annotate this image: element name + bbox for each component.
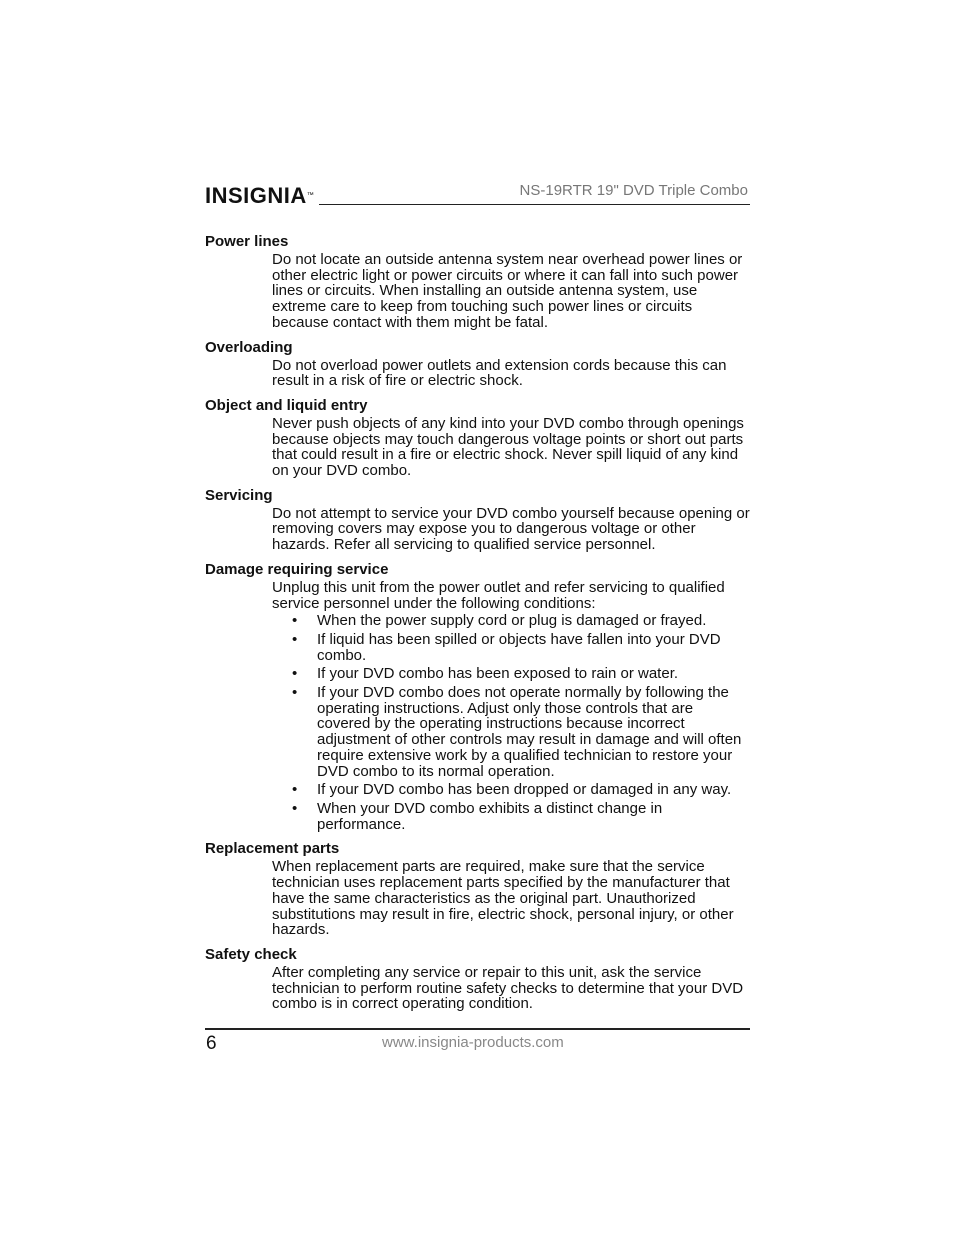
list-item xyxy=(272,685,750,779)
section-heading: Safety check xyxy=(205,945,297,963)
list-item-text: When your DVD combo exhibits a distinct change in performance. xyxy=(317,799,663,833)
list-item xyxy=(272,613,750,629)
bullet-icon: • xyxy=(292,799,298,817)
section-body: Do not overload power outlets and extension cords because this can result in a risk of fire or electric shock. xyxy=(272,356,727,390)
section-heading: Overloading xyxy=(205,338,293,356)
section-body: Do not attempt to service your DVD combo yourself because opening or removing covers may expose you to dangerous voltage or other hazards. Refer all servicing to qualified service personnel. xyxy=(272,504,750,554)
bullet-icon: • xyxy=(292,781,298,799)
section-heading: Object and liquid entry xyxy=(205,396,368,414)
bullet-icon: • xyxy=(292,630,298,648)
list-item-text: If your DVD combo has been dropped or damaged in any way. xyxy=(317,781,732,799)
header-rule xyxy=(319,204,750,205)
section-object-liquid-entry xyxy=(205,396,750,479)
footer-rule xyxy=(205,1028,750,1030)
section-body: When replacement parts are required, make sure that the service technician uses replacement parts specified by the manufacturer that have the same characteristics as the original part. Unauthorized substitutions may result in fire, electric shock, personal injury, or other hazards. xyxy=(272,858,734,939)
list-item xyxy=(272,666,750,682)
bullet-icon: • xyxy=(292,612,298,630)
section-body: Do not locate an outside antenna system near overhead power lines or other electric light or power circuits or where it can fall into such power lines or circuits. When installing an outside antenna system, use extreme care to keep from touching such power lines or circuits because contact with them might be fatal. xyxy=(272,251,743,331)
section-body: Never push objects of any kind into your DVD combo through openings because objects may touch dangerous voltage points or short out parts that could result in a fire or electric shock. Never spill liquid of any kind on your DVD combo. xyxy=(272,414,744,480)
page-number: 6 xyxy=(206,1033,217,1054)
section-heading: Power lines xyxy=(205,233,289,250)
logo-text: INSIGNIA xyxy=(205,183,307,208)
section-damage-requiring-service xyxy=(205,560,750,833)
page-content xyxy=(205,232,750,1012)
section-body: After completing any service or repair to this unit, ask the service technician to perform routine safety checks to determine that your DVD combo is in correct operating condition. xyxy=(272,963,744,1013)
list-item xyxy=(272,801,750,832)
section-heading: Servicing xyxy=(205,486,273,504)
section-body: Unplug this unit from the power outlet and refer servicing to qualified service personnel under the following conditions: xyxy=(272,578,725,612)
section-overloading xyxy=(205,338,750,389)
section-replacement-parts xyxy=(205,839,750,938)
list-item-text: If your DVD combo has been exposed to rain or water. xyxy=(317,665,679,683)
section-servicing xyxy=(205,486,750,553)
section-heading: Replacement parts xyxy=(205,840,340,858)
section-power-lines xyxy=(205,232,750,331)
footer-url: www.insignia-products.com xyxy=(382,1034,564,1051)
conditions-list xyxy=(272,613,750,832)
brand-logo xyxy=(205,182,314,210)
list-item-text: When the power supply cord or plug is damaged or frayed. xyxy=(317,612,707,630)
bullet-icon: • xyxy=(292,665,298,683)
list-item xyxy=(272,632,750,663)
list-item-text: If liquid has been spilled or objects have fallen into your DVD combo. xyxy=(317,630,721,664)
list-item-text: If your DVD combo does not operate normally by following the operating instructions. Adjust only those controls that are covered by the operating instructions because incorrect adjustment of other controls may result in damage and will often require extensive work by a qualified technician to restore your DVD combo to its normal operation. xyxy=(317,684,742,780)
section-heading: Damage requiring service xyxy=(205,560,389,578)
section-safety-check xyxy=(205,945,750,1012)
bullet-icon: • xyxy=(292,684,298,702)
header-title: NS-19RTR 19" DVD Triple Combo xyxy=(519,182,748,199)
logo-trademark: ™ xyxy=(306,192,315,199)
list-item xyxy=(272,782,750,798)
